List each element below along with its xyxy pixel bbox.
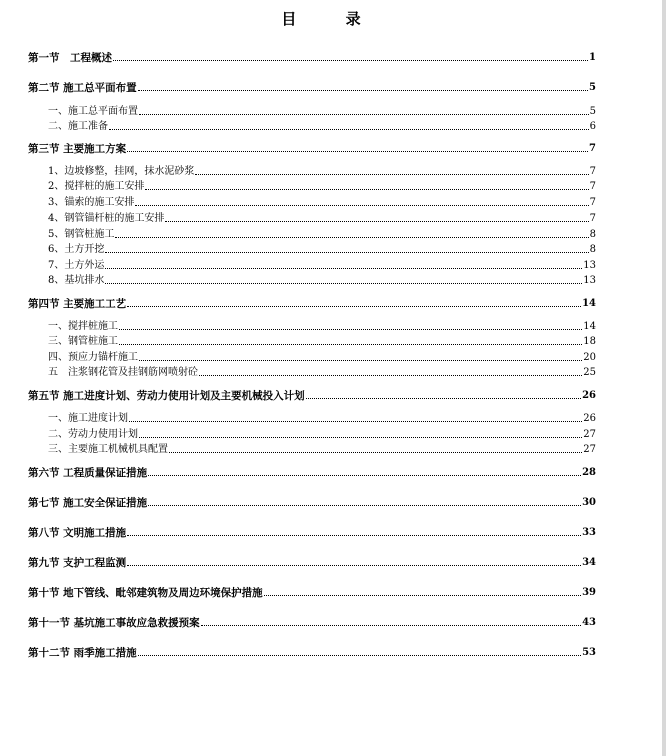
- dot-leader: [109, 128, 589, 130]
- toc-entry-label: 5、钢管桩施工: [48, 229, 115, 240]
- toc-entry-page-number: 7: [589, 213, 596, 224]
- toc-section-entry[interactable]: [28, 465, 596, 479]
- toc-subsection-entry[interactable]: [48, 411, 596, 425]
- toc-entry-page-number: 6: [589, 121, 596, 132]
- toc-subsection-entry[interactable]: [48, 211, 596, 225]
- toc-entry-page-number: 26: [582, 390, 596, 401]
- toc-entry-label: 3、锚索的施工安排: [48, 197, 135, 208]
- dot-leader: [113, 59, 588, 61]
- toc-entry-label: 五 注浆钢花管及挂钢筋网喷射砼: [48, 367, 198, 378]
- toc-entry-page-number: 18: [583, 336, 596, 347]
- toc-entry-label: 7、土方外运: [48, 260, 105, 271]
- toc-entry-page-number: 5: [589, 106, 596, 117]
- toc-subsection-entry[interactable]: [48, 319, 596, 333]
- dot-leader: [115, 236, 588, 238]
- toc-entry-page-number: 20: [583, 352, 596, 363]
- toc-subsection-entry[interactable]: [48, 350, 596, 364]
- toc-section-entry[interactable]: [28, 141, 596, 155]
- toc-subsection-entry[interactable]: [48, 365, 596, 379]
- toc-subsection-entry[interactable]: [48, 427, 596, 441]
- toc-entry-page-number: 7: [589, 197, 596, 208]
- toc-entry-page-number: 13: [583, 275, 596, 286]
- toc-entry-page-number: 7: [589, 166, 596, 177]
- toc-entry-page-number: 53: [582, 647, 596, 658]
- dot-leader: [138, 654, 581, 656]
- toc-entry-label: 第十节 地下管线、毗邻建筑物及周边环境保护措施: [28, 587, 263, 599]
- toc-subsection-entry[interactable]: [48, 179, 596, 193]
- dot-leader: [105, 282, 582, 284]
- dot-leader: [165, 220, 588, 222]
- toc-section-entry[interactable]: [28, 555, 596, 569]
- toc-entry-page-number: 27: [583, 429, 596, 440]
- toc-entry-label: 二、劳动力使用计划: [48, 429, 138, 440]
- toc-entry-label: 三、钢管桩施工: [48, 336, 118, 347]
- dot-leader: [199, 374, 582, 376]
- toc-entry-page-number: 27: [583, 444, 596, 455]
- toc-section-entry[interactable]: [28, 585, 596, 599]
- toc-subsection-entry[interactable]: [48, 442, 596, 456]
- toc-entry-label: 二、施工准备: [48, 121, 108, 132]
- toc-entry-page-number: 13: [583, 260, 596, 271]
- toc-subsection-entry[interactable]: [48, 334, 596, 348]
- toc-entry-page-number: 7: [589, 143, 596, 154]
- toc-entry-label: 第五节 施工进度计划、劳动力使用计划及主要机械投入计划: [28, 390, 305, 402]
- dot-leader: [139, 436, 582, 438]
- toc-entry-label: 第四节 主要施工工艺: [28, 298, 127, 310]
- dot-leader: [119, 343, 582, 345]
- toc-subsection-entry[interactable]: [48, 227, 596, 241]
- toc-subsection-entry[interactable]: [48, 195, 596, 209]
- dot-leader: [127, 534, 581, 536]
- dot-leader: [135, 204, 588, 206]
- toc-section-entry[interactable]: [28, 525, 596, 539]
- toc-entry-label: 第七节 施工安全保证措施: [28, 497, 148, 509]
- toc-section-entry[interactable]: [28, 388, 596, 402]
- toc-entry-page-number: 34: [582, 557, 596, 568]
- toc-entry-page-number: 30: [582, 497, 596, 508]
- toc-section-entry[interactable]: [28, 645, 596, 659]
- toc-entry-label: 一、搅拌桩施工: [48, 321, 118, 332]
- toc-section-entry[interactable]: [28, 495, 596, 509]
- toc-entry-page-number: 8: [589, 244, 596, 255]
- toc-subsection-entry[interactable]: [48, 258, 596, 272]
- toc-subsection-entry[interactable]: [48, 104, 596, 118]
- toc-entry-label: 第九节 支护工程监测: [28, 557, 127, 569]
- dot-leader: [148, 474, 581, 476]
- toc-entry-page-number: 39: [582, 587, 596, 598]
- toc-entry-page-number: 25: [583, 367, 596, 378]
- toc-section-entry[interactable]: [28, 80, 596, 94]
- page-edge: [662, 0, 666, 756]
- toc-entry-page-number: 33: [582, 527, 596, 538]
- toc-entry-label: 三、主要施工机械机具配置: [48, 444, 168, 455]
- dot-leader: [127, 150, 588, 152]
- dot-leader: [127, 305, 581, 307]
- toc-entry-page-number: 7: [589, 181, 596, 192]
- toc-entry-page-number: 28: [582, 467, 596, 478]
- toc-entry-label: 第二节 施工总平面布置: [28, 82, 137, 94]
- dot-leader: [139, 113, 589, 115]
- toc-section-entry[interactable]: [28, 50, 596, 64]
- dot-leader: [195, 173, 588, 175]
- toc-entry-page-number: 5: [589, 82, 596, 93]
- toc-entry-page-number: 14: [583, 321, 596, 332]
- dot-leader: [264, 594, 581, 596]
- toc-subsection-entry[interactable]: [48, 273, 596, 287]
- dot-leader: [127, 564, 581, 566]
- toc-entry-label: 6、土方开挖: [48, 244, 105, 255]
- dot-leader: [201, 624, 581, 626]
- toc-subsection-entry[interactable]: [48, 164, 596, 178]
- toc-entry-page-number: 43: [582, 617, 596, 628]
- toc-entry-label: 第一节 工程概述: [28, 52, 112, 64]
- toc-entry-page-number: 14: [582, 298, 596, 309]
- dot-leader: [105, 251, 588, 253]
- toc-entry-label: 一、施工总平面布置: [48, 106, 138, 117]
- toc-entry-page-number: 8: [589, 229, 596, 240]
- dot-leader: [119, 328, 582, 330]
- page-title: 目 录: [281, 10, 383, 28]
- dot-leader: [138, 89, 588, 91]
- toc-subsection-entry[interactable]: [48, 242, 596, 256]
- toc-entry-label: 四、预应力锚杆施工: [48, 352, 138, 363]
- dot-leader: [129, 420, 582, 422]
- toc-entry-label: 第八节 文明施工措施: [28, 527, 127, 539]
- toc-entry-page-number: 26: [583, 413, 596, 424]
- dot-leader: [306, 397, 581, 399]
- toc-entry-label: 第十一节 基坑施工事故应急救援预案: [28, 617, 200, 629]
- dot-leader: [139, 359, 582, 361]
- toc-entry-label: 2、搅拌桩的施工安排: [48, 181, 145, 192]
- toc-entry-label: 1、边坡修整，挂网，抹水泥砂浆: [48, 166, 195, 177]
- toc-entry-label: 一、施工进度计划: [48, 413, 128, 424]
- toc-section-entry[interactable]: [28, 296, 596, 310]
- toc-entry-label: 第十二节 雨季施工措施: [28, 647, 137, 659]
- toc-entry-page-number: 1: [589, 52, 596, 63]
- toc-entry-label: 第六节 工程质量保证措施: [28, 467, 148, 479]
- dot-leader: [105, 267, 582, 269]
- toc-entry-label: 第三节 主要施工方案: [28, 143, 127, 155]
- toc-subsection-entry[interactable]: [48, 119, 596, 133]
- toc-entry-label: 4、钢管锚杆桩的施工安排: [48, 213, 165, 224]
- toc-section-entry[interactable]: [28, 615, 596, 629]
- dot-leader: [169, 451, 582, 453]
- dot-leader: [148, 504, 581, 506]
- dot-leader: [145, 188, 588, 190]
- toc-entry-label: 8、基坑排水: [48, 275, 105, 286]
